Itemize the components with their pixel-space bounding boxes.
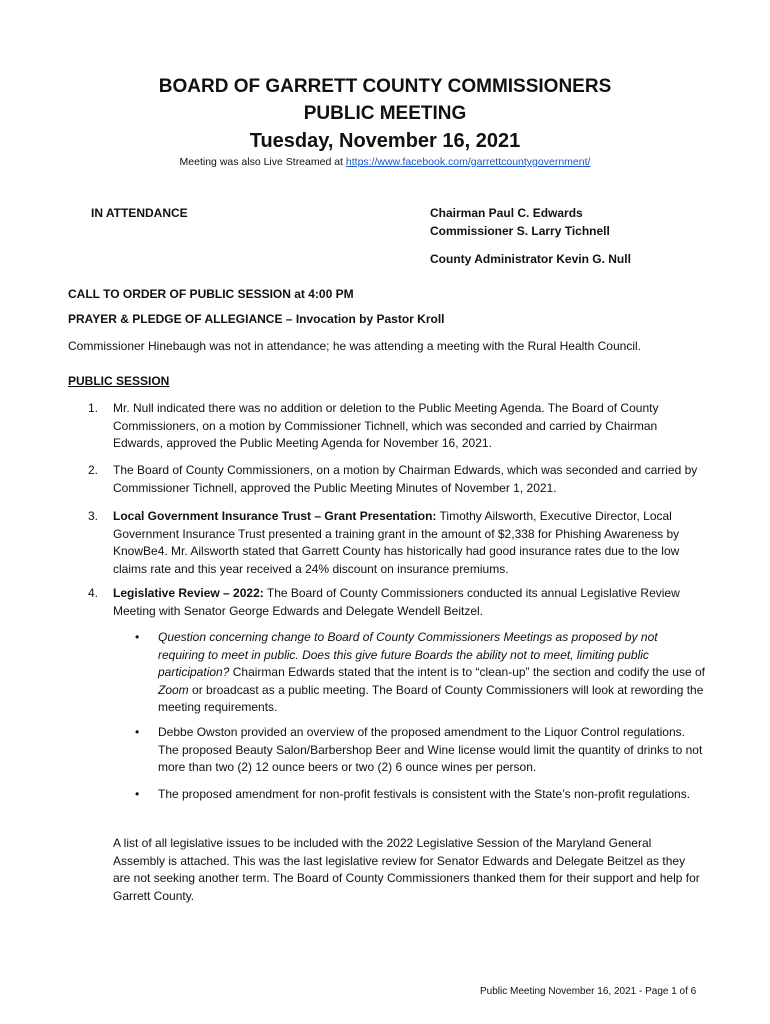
legislative-summary: A list of all legislative issues to be included with the 2022 Legislative Session of the Maryland General Assembly is attached. This was the last legislative review for Senator Edwards and Delegate Beitzel as they are not seeking another term. The Board of County Commissioners thanked them for their support and help for Garrett County. bbox=[113, 836, 700, 903]
item-number: 2. bbox=[88, 463, 99, 477]
meeting-type-title: PUBLIC MEETING bbox=[303, 103, 467, 124]
bullet-text-wrapper bbox=[158, 629, 705, 717]
bullet-icon: • bbox=[135, 725, 140, 739]
bullet-question: Question concerning change to Board of County Commissioners Meetings as proposed by not requiring to meet in public. Does this give future Boards the ability not to meet, limiting public participation? bbox=[158, 630, 658, 680]
live-stream-prefix: Meeting was also Live Streamed at bbox=[179, 156, 346, 168]
attendee-commissioner: Commissioner S. Larry Tichnell bbox=[430, 224, 610, 238]
list-item bbox=[88, 462, 698, 497]
bullet-text: The proposed amendment for non-profit festivals is consistent with the State’s non-profit regulations. bbox=[158, 787, 691, 801]
prayer-heading: PRAYER & PLEDGE OF ALLEGIANCE – Invocation by Pastor Kroll bbox=[68, 312, 445, 326]
bullet-text-a: Chairman Edwards stated that the intent is to “clean-up” the section and codify the use of bbox=[229, 665, 705, 680]
item-number: 4. bbox=[88, 586, 99, 600]
item-heading: Local Government Insurance Trust – Grant Presentation: bbox=[113, 509, 437, 523]
item-text-wrapper bbox=[113, 585, 698, 620]
public-session-heading: PUBLIC SESSION bbox=[68, 374, 170, 388]
bullet-text: Debbe Owston provided an overview of the proposed amendment to the Liquor Control regulations. The proposed Beauty Salon/Barbershop Beer and Wine license would limit the quantity of drinks to not more than two (2) 12 ounce beers or two (2) 6 ounce wines per person. bbox=[158, 725, 703, 775]
live-stream-note bbox=[0, 156, 770, 168]
bullet-icon: • bbox=[135, 787, 140, 801]
call-to-order-heading: CALL TO ORDER OF PUBLIC SESSION at 4:00 PM bbox=[68, 287, 354, 301]
item-text: Timothy Ailsworth, Executive Director, Local Government Insurance Trust presented a training grant in the amount of $2,338 for Phishing Awareness by KnowBe4. Mr. Ailsworth stated that Garrett County has historically had good insurance rates due to the low claims rate and this year received a 24% discount on insurance premiums. bbox=[113, 509, 680, 576]
list-item bbox=[88, 585, 698, 620]
item-heading: Legislative Review – 2022: bbox=[113, 586, 264, 600]
bullet-item bbox=[135, 724, 705, 777]
page-footer: Public Meeting November 16, 2021 - Page 1 of 6 bbox=[480, 986, 697, 997]
item-text-wrapper bbox=[113, 508, 698, 578]
absence-note: Commissioner Hinebaugh was not in attendance; he was attending a meeting with the Rural Health Council. bbox=[68, 339, 641, 353]
bullet-text-b: or broadcast as a public meeting. The Board of County Commissioners will look at rewording the meeting requirements. bbox=[158, 682, 704, 715]
meeting-date: Tuesday, November 16, 2021 bbox=[249, 130, 521, 152]
facebook-link[interactable]: https://www.facebook.com/garrettcountygovernment/ bbox=[345, 156, 591, 168]
list-item bbox=[88, 400, 698, 453]
item-number: 3. bbox=[88, 509, 99, 523]
zoom-term: Zoom bbox=[158, 682, 189, 697]
bullet-item bbox=[135, 786, 705, 804]
attendee-chairman: Chairman Paul C. Edwards bbox=[430, 206, 583, 220]
list-item bbox=[88, 508, 698, 578]
bullet-icon: • bbox=[135, 630, 140, 644]
attendee-administrator: County Administrator Kevin G. Null bbox=[430, 252, 631, 266]
item-text: The Board of County Commissioners conducted its annual Legislative Review Meeting with Senator George Edwards and Delegate Wendell Beitzel. bbox=[113, 586, 680, 618]
board-title: BOARD OF GARRETT COUNTY COMMISSIONERS bbox=[158, 76, 612, 97]
attendance-label: IN ATTENDANCE bbox=[91, 206, 188, 220]
bullet-item bbox=[135, 629, 705, 717]
item-number: 1. bbox=[88, 401, 99, 415]
item-text: The Board of County Commissioners, on a motion by Chairman Edwards, which was seconded and carried by Commissioner Tichnell, approved the Public Meeting Minutes of November 1, 2021. bbox=[113, 463, 698, 495]
item-text: Mr. Null indicated there was no addition or deletion to the Public Meeting Agenda. The Board of County Commissioners, on a motion by Commissioner Tichnell, which was seconded and carried by Chairman Edwards, approved the Public Meeting Agenda for November 16, 2021. bbox=[113, 401, 659, 451]
